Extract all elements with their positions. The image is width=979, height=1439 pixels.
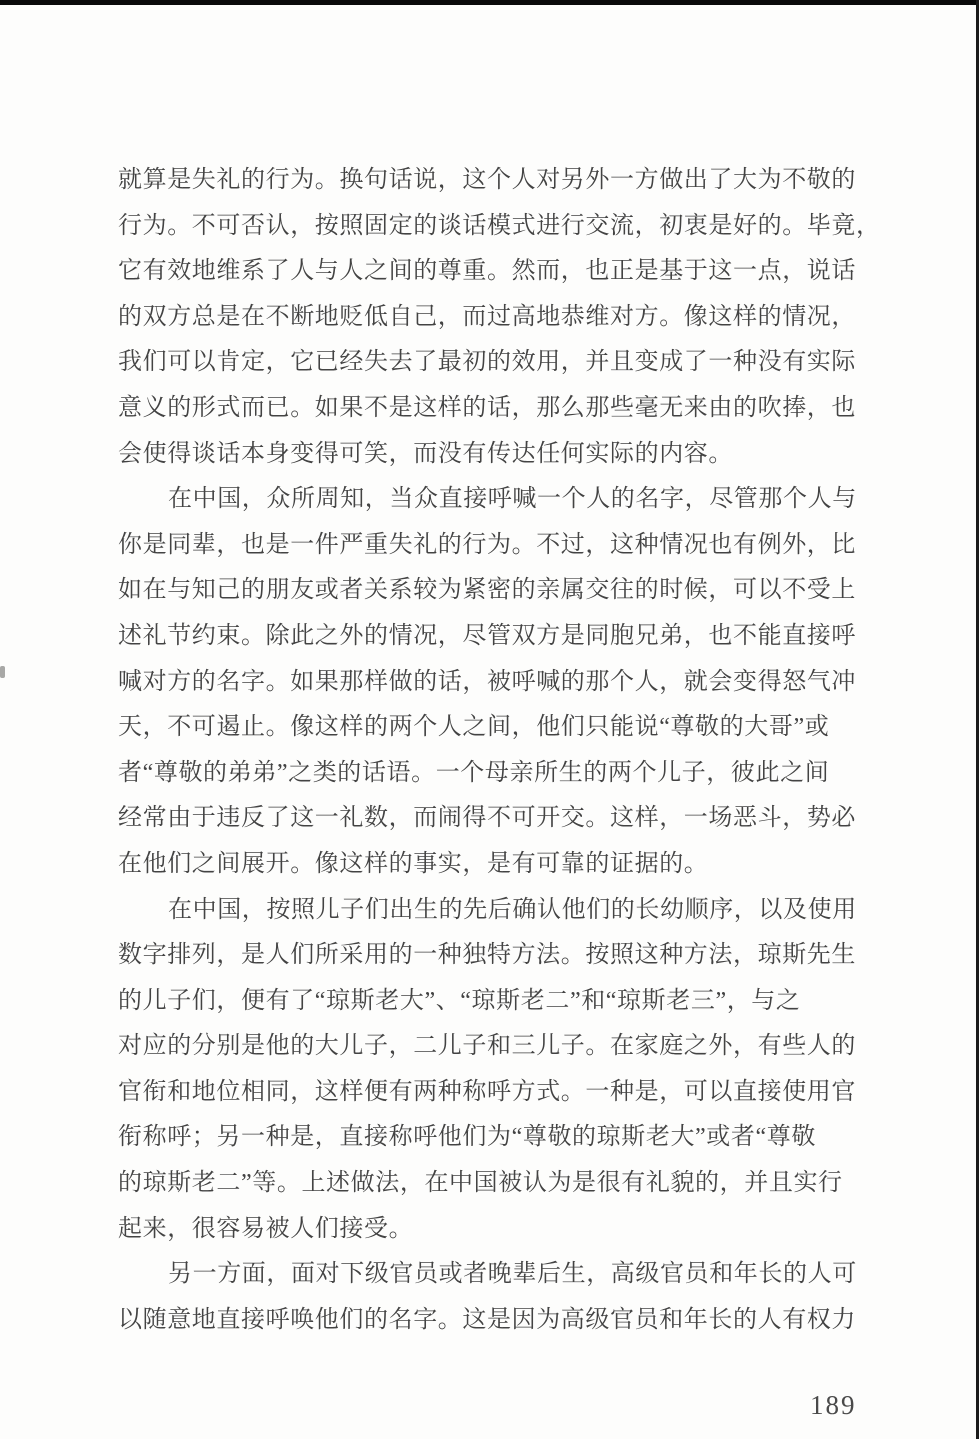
text-line: 衔称呼；另一种是，直接称呼他们为“尊敬的琼斯老大”或者“尊敬 [118, 1124, 816, 1151]
paragraph-3 [118, 888, 868, 1253]
text-line: 在中国，众所周知，当众直接呼喊一个人的名字，尽管那个人与 [168, 486, 857, 513]
text-line: 它有效地维系了人与人之间的尊重。然而，也正是基于这一点，说话 [118, 258, 856, 285]
text-line: 喊对方的名字。如果那样做的话，被呼喊的那个人，就会变得怒气冲 [118, 668, 856, 695]
text-line: 如在与知己的朋友或者关系较为紧密的亲属交往的时候，可以不受上 [118, 577, 856, 604]
text-line: 述礼节约束。除此之外的情况，尽管双方是同胞兄弟，也不能直接呼 [118, 622, 856, 649]
scan-artifact-mark [0, 666, 5, 678]
text-line: 对应的分别是他的大儿子，二儿子和三儿子。在家庭之外，有些人的 [118, 1033, 856, 1060]
text-line: 我们可以肯定，它已经失去了最初的效用，并且变成了一种没有实际 [118, 349, 856, 376]
text-line: 的儿子们，便有了“琼斯老大”、“琼斯老二”和“琼斯老三”，与之 [118, 987, 801, 1014]
scan-edge-top [0, 0, 979, 5]
body-text [118, 158, 881, 1343]
text-line: 在中国，按照儿子们出生的先后确认他们的长幼顺序，以及使用 [168, 896, 857, 923]
text-line: 另一方面，面对下级官员或者晚辈后生，高级官员和年长的人可 [168, 1261, 857, 1288]
text-line: 者“尊敬的弟弟”之类的话语。一个母亲所生的两个儿子，彼此之间 [118, 759, 830, 786]
text-line: 官衔和地位相同，这样便有两种称呼方式。一种是，可以直接使用官 [118, 1078, 856, 1105]
text-line: 以随意地直接呼唤他们的名字。这是因为高级官员和年长的人有权力 [118, 1306, 856, 1333]
paragraph-4 [118, 1252, 868, 1343]
text-line: 在他们之间展开。像这样的事实，是有可靠的证据的。 [118, 850, 709, 877]
text-line: 起来，很容易被人们接受。 [118, 1215, 414, 1242]
text-line: 会使得谈话本身变得可笑，而没有传达任何实际的内容。 [118, 440, 733, 467]
text-line: 经常由于违反了这一礼数，而闹得不可开交。这样，一场恶斗，势必 [118, 805, 856, 832]
text-line: 的双方总是在不断地贬低自己，而过高地恭维对方。像这样的情况， [118, 303, 856, 330]
text-line: 就算是失礼的行为。换句话说，这个人对另外一方做出了大为不敬的 [118, 167, 856, 193]
paragraph-2 [118, 477, 868, 887]
text-line: 意义的形式而已。如果不是这样的话，那么那些毫无来由的吹捧，也 [118, 394, 856, 421]
text-line: 你是同辈，也是一件严重失礼的行为。不过，这种情况也有例外，比 [118, 531, 856, 558]
text-line: 的琼斯老二”等。上述做法，在中国被认为是很有礼貌的，并且实行 [118, 1170, 843, 1197]
text-line: 数字排列，是人们所采用的一种独特方法。按照这种方法，琼斯先生 [118, 942, 856, 969]
page-number: 189 [810, 1390, 857, 1420]
text-line: 天，不可遏止。像这样的两个人之间，他们只能说“尊敬的大哥”或 [118, 714, 830, 741]
text-line: 行为。不可否认，按照固定的谈话模式进行交流，初衷是好的。毕竟， [118, 212, 881, 239]
paragraph-1 [118, 158, 881, 477]
